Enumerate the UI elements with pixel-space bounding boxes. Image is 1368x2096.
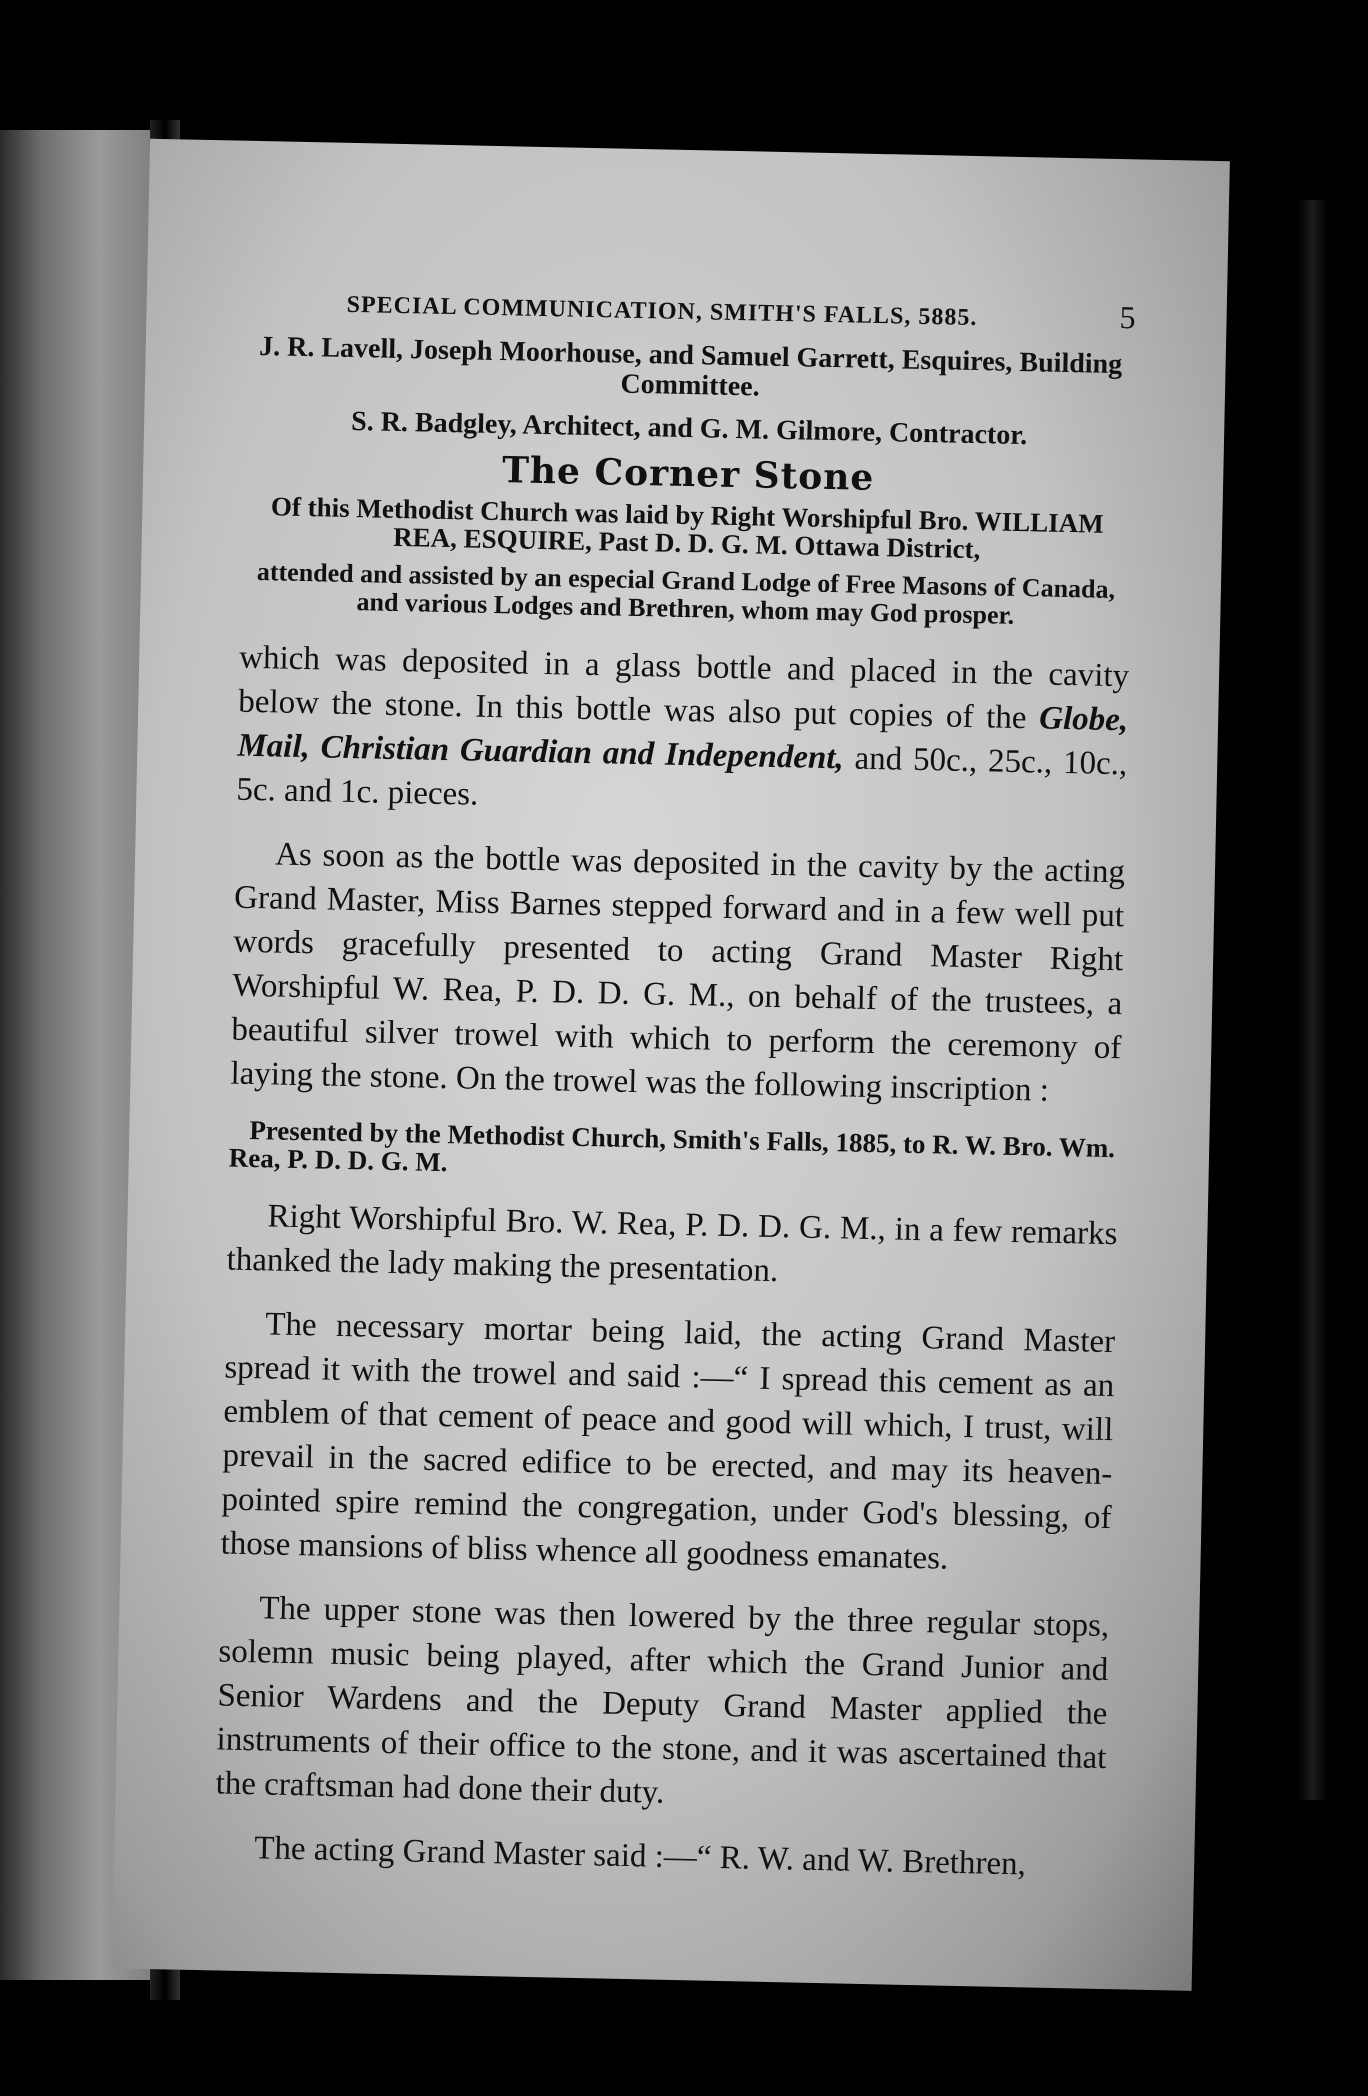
page-number: 5: [1119, 299, 1137, 336]
trowel-inscription: Presented by the Methodist Church, Smith's Falls, 1885, to R. W. Bro. Wm. Rea, P. D. D. G. M.: [228, 1114, 1116, 1178]
section-heading: The Corner Stone: [501, 449, 875, 499]
paragraph-bottle-end: and 50c., 25c., 10c., 5c. and 1c. pieces.: [236, 740, 1128, 813]
paragraph-grand-master: The acting Grand Master said :—“ R. W. and W. Brethren,: [253, 1830, 1027, 1883]
paragraph-trowel: As soon as the bottle was deposited in the cavity by the acting Grand Master, Miss Barnes stepped forward and in a few well put words gracefully presented to acting Grand Master Right Worshipful W. Rea, P. D. D. G. M., on behalf of the trustees, a beautiful silver trowel with which to perform the ceremony of laying the stone. On the trowel was the following inscription :: [230, 836, 1126, 1109]
dedication-continuation: attended and assisted by an especial Grand Lodge of Free Masons of Canada, and various Lodges and Brethren, whom may God prosper.: [256, 557, 1116, 630]
building-committee: J. R. Lavell, Joseph Moorhouse, and Samuel Garrett, Esquires, Building Committee.: [258, 331, 1123, 403]
paragraph-bottle-start: which was deposited in a glass bottle and placed in the cavity below the stone. In this bottle was also put copies of the: [237, 639, 1130, 737]
paragraph-thanks: Right Worshipful Bro. W. Rea, P. D. D. G. M., in a few remarks thanked the lady making the presentation.: [226, 1198, 1118, 1290]
newspaper-titles: Globe, Mail, Christian Guardian and Independent,: [237, 700, 1129, 777]
architect-contractor: S. R. Badgley, Architect, and G. M. Gilmore, Contractor.: [350, 405, 1028, 452]
dedication-line: Of this Methodist Church was laid by Right Worshipful Bro. WILLIAM REA, ESQUIRE, Past D. D. G. M. Ottawa District,: [270, 491, 1105, 565]
running-title: SPECIAL COMMUNICATION, SMITH'S FALLS, 5885.: [346, 291, 978, 332]
paragraph-bottle: [236, 636, 1129, 831]
book-page: [112, 139, 1230, 1991]
page-edge-shadow: [1298, 200, 1328, 1800]
running-header: [246, 281, 1137, 337]
paragraph-upper-stone: The upper stone was then lowered by the three regular stops, solemn music being played, after which the Grand Junior and Senior Wardens and the Deputy Grand Master applied the instruments of their office to the stone, and it was ascertained that the craftsman had done their duty.: [215, 1590, 1110, 1811]
paragraph-mortar: The necessary mortar being laid, the acting Grand Master spread it with the trowel and said :—“ I spread this cement as an emblem of that cement of peace and good will which, I trust, will prevail in the sacred edifice to be erected, and may its heaven-pointed spire remind the congregation, under God's blessing, of those mansions of bliss whence all goodness emanates.: [220, 1306, 1116, 1577]
